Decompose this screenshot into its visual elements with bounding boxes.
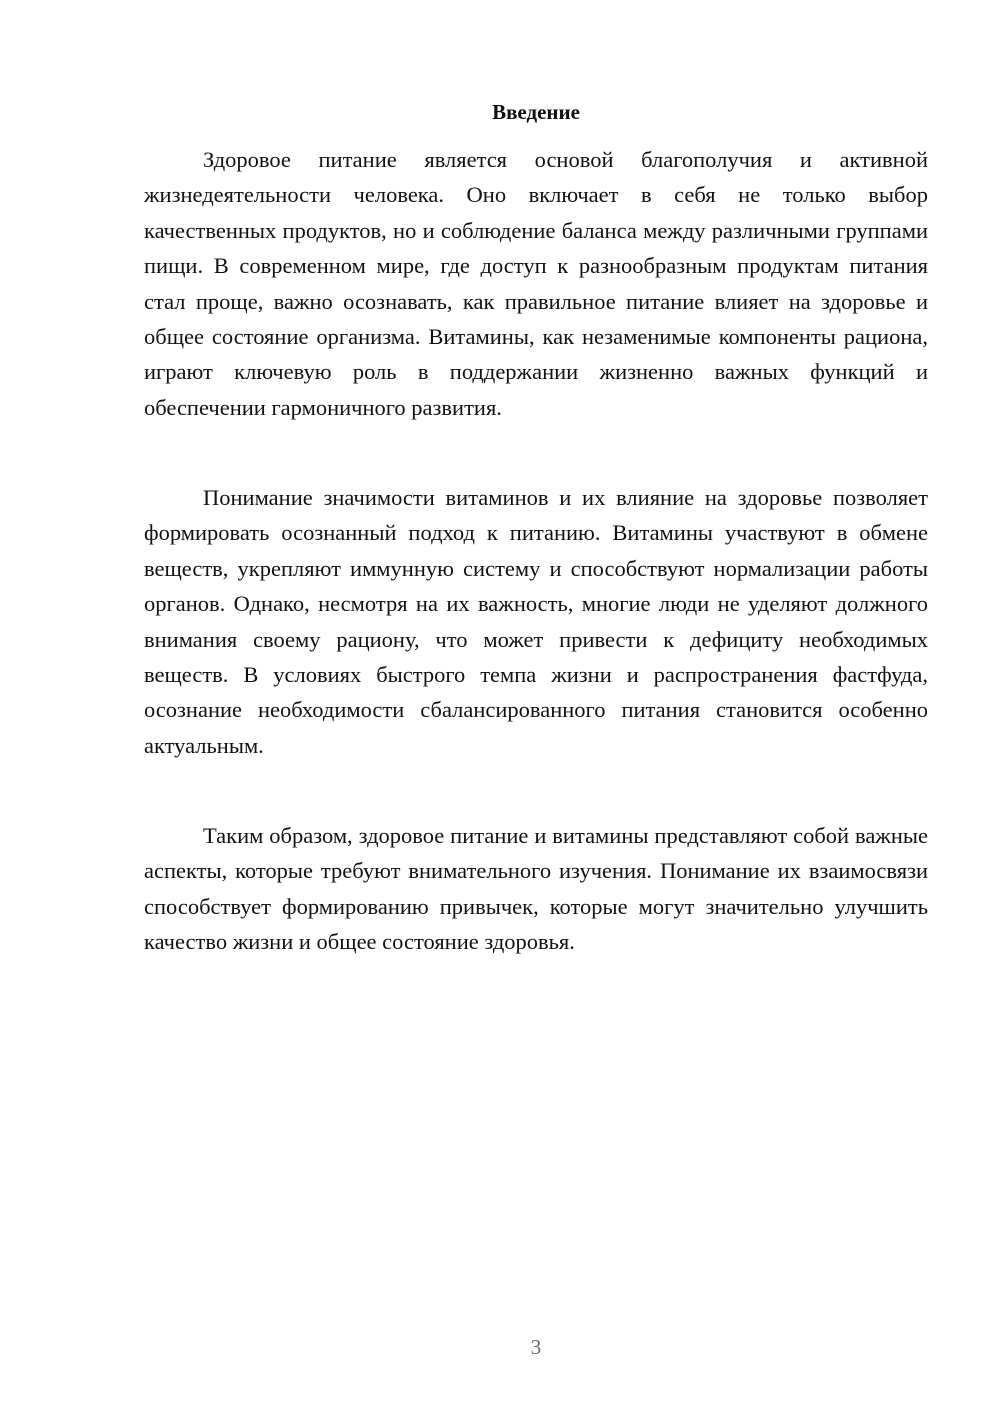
page-number: 3 <box>530 1335 542 1359</box>
section-heading: Введение <box>492 100 580 124</box>
paragraph-1: Здоровое питание является основой благополучия и активной жизнедеятельности человека. Оно включает в себя не только выбор качественных продуктов, но и соблюдение баланса между различными группами пищи. В современном мире, где доступ к разнообразным продуктам питания стал проще, важно осознавать, как правильное питание влияет на здоровье и общее состояние организма. Витамины, как незаменимые компоненты рациона, играют ключевую роль в поддержании жизненно важных функций и обеспечении гармоничного развития. <box>144 147 928 420</box>
paragraph-3: Таким образом, здоровое питание и витамины представляют собой важные аспекты, которые требуют внимательного изучения. Понимание их взаимосвязи способствует формированию привычек, которые могут значительно улучшить качество жизни и общее состояние здоровья. <box>144 823 928 955</box>
paragraph-2: Понимание значимости витаминов и их влияние на здоровье позволяет формировать осознанный подход к питанию. Витамины участвуют в обмене веществ, укрепляют иммунную систему и способствуют нормализации работы органов. Однако, несмотря на их важность, многие люди не уделяют должного внимания своему рациону, что может привести к дефициту необходимых веществ. В условиях быстрого темпа жизни и распространения фастфуда, осознание необходимости сбалансированного питания становится особенно актуальным. <box>144 485 928 758</box>
